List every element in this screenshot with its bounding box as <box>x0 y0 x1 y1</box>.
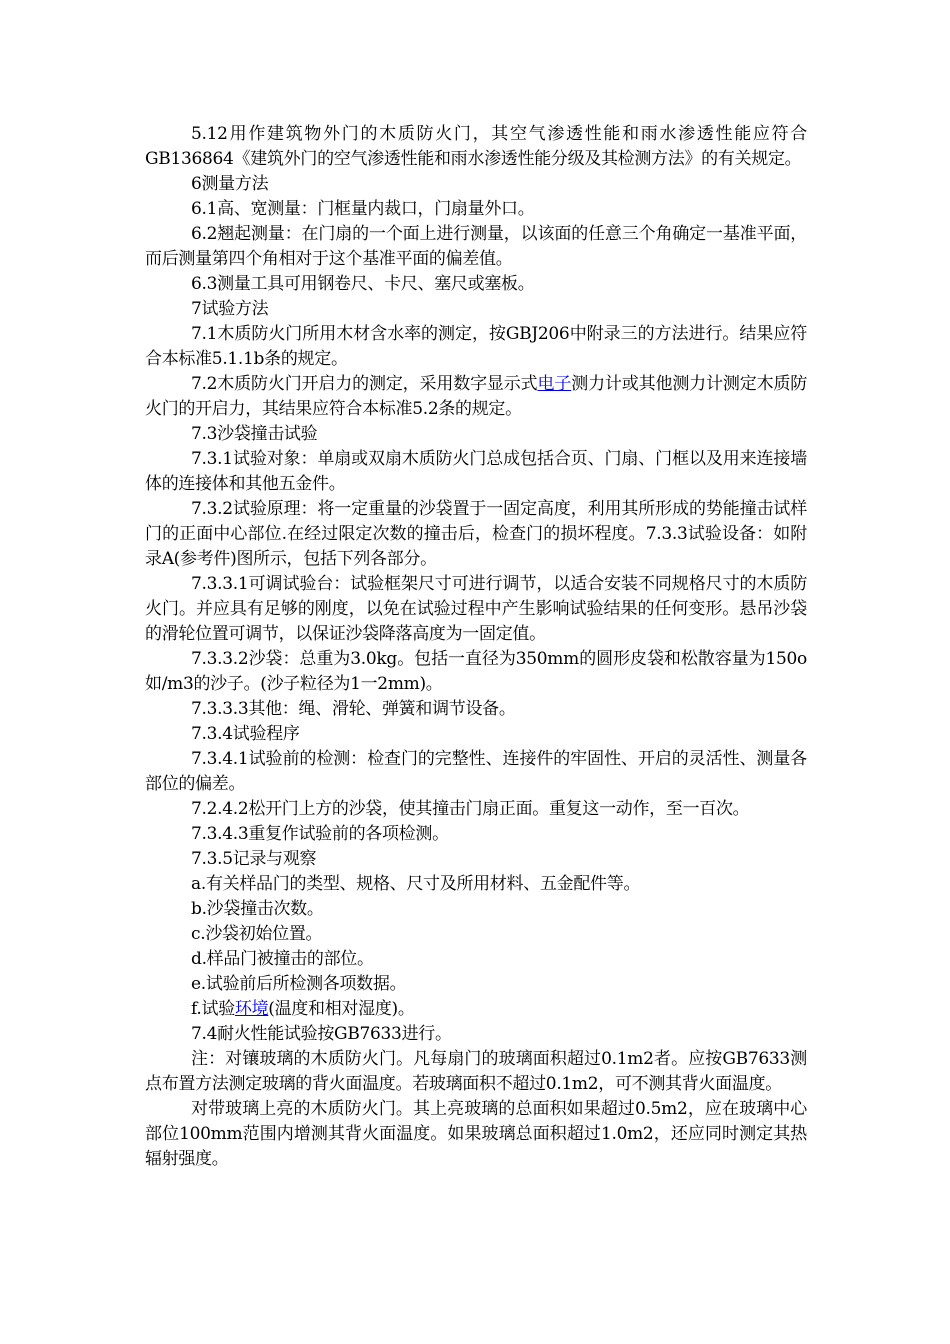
list-item-d: d.样品门被撞击的部位。 <box>191 949 374 969</box>
list-item-a: a.有关样品门的类型、规格、尺寸及所用材料、五金配件等。 <box>191 874 641 894</box>
paragraph-7-1: 7.1木质防火门所用木材含水率的测定，按GBJ206中附录三的方法进行。结果应符合本标准5.1.1b条的规定。 <box>145 324 807 369</box>
paragraph-7-3-3-1: 7.3.3.1可调试验台：试验框架尺寸可进行调节，以适合安装不同规格尺寸的木质防火门。并应具有足够的刚度，以免在试验过程中产生影响试验结果的任何变形。悬吊沙袋的滑轮位置可调节，以保证沙袋降落高度为一固定值。 <box>145 574 807 644</box>
glazing-paragraph: 对带玻璃上亮的木质防火门。其上亮玻璃的总面积如果超过0.5m2，应在玻璃中心部位100mm范围内增测其背火面温度。如果玻璃总面积超过1.0m2，还应同时测定其热辐射强度。 <box>145 1099 807 1169</box>
list-item-e: e.试验前后所检测各项数据。 <box>191 974 407 994</box>
section-heading-6: 6测量方法 <box>191 174 269 194</box>
list-item-c: c.沙袋初始位置。 <box>191 924 323 944</box>
paragraph-7-2 <box>145 372 807 422</box>
paragraph-7-3-4-1: 7.3.4.1试验前的检测：检查门的完整性、连接件的牢固性、开启的灵活性、测量各部位的偏差。 <box>145 749 807 794</box>
paragraph-7-3-3-3: 7.3.3.3其他：绳、滑轮、弹簧和调节设备。 <box>191 699 516 719</box>
paragraph-6-1: 6.1高、宽测量：门框量内裁口，门扇量外口。 <box>191 199 535 219</box>
section-heading-7-3-4: 7.3.4试验程序 <box>191 724 300 744</box>
paragraph-7-3-2: 7.3.2试验原理：将一定重量的沙袋置于一固定高度，利用其所形成的势能撞击试样门的正面中心部位.在经过限定次数的撞击后，检查门的损坏程度。7.3.3试验设备：如附录A(参考件)图所示，包括下列各部分。 <box>145 499 807 569</box>
paragraph-7-3-3-2: 7.3.3.2沙袋：总重为3.0kg。包括一直径为350mm的圆形皮袋和松散容量为150o如/m3的沙子。(沙子粒径为1一2mm)。 <box>145 649 807 694</box>
section-heading-7-3-5: 7.3.5记录与观察 <box>191 849 317 869</box>
environment-link[interactable]: 环境 <box>234 999 269 1019</box>
paragraph-7-2-text-after: 测力计或其他测力计测定木质防火门的开启力，其结果应符合本标准5.2条的规定。 <box>145 374 808 419</box>
paragraph-5-12: 5.12用作建筑物外门的木质防火门，其空气渗透性能和雨水渗透性能应符合GB136864《建筑外门的空气渗透性能和雨水渗透性能分级及其检测方法》的有关规定。 <box>145 124 807 169</box>
document-body <box>145 122 807 1172</box>
paragraph-6-2: 6.2翘起测量：在门扇的一个面上进行测量，以该面的任意三个角确定一基准平面，而后测量第四个角相对于这个基准平面的偏差值。 <box>145 224 807 269</box>
list-item-b: b.沙袋撞击次数。 <box>191 899 324 919</box>
electronics-link[interactable]: 电子 <box>537 374 572 394</box>
paragraph-7-4: 7.4耐火性能试验按GB7633进行。 <box>191 1024 452 1044</box>
section-heading-7-3: 7.3沙袋撞击试验 <box>191 424 318 444</box>
paragraph-6-3: 6.3测量工具可用钢卷尺、卡尺、塞尺或塞板。 <box>191 274 535 294</box>
list-item-f-text-before: f.试验 <box>191 999 235 1019</box>
note-paragraph: 注：对镶玻璃的木质防火门。凡每扇门的玻璃面积超过0.1m2者。应按GB7633测点布置方法测定玻璃的背火面温度。若玻璃面积不超过0.1m2，可不测其背火面温度。 <box>145 1049 807 1094</box>
paragraph-7-3-1: 7.3.1试验对象：单扇或双扇木质防火门总成包括合页、门扇、门框以及用来连接墙体的连接体和其他五金件。 <box>145 449 807 494</box>
section-heading-7: 7试验方法 <box>191 299 269 319</box>
paragraph-7-2-4-2: 7.2.4.2松开门上方的沙袋，使其撞击门扇正面。重复这一动作，至一百次。 <box>191 799 750 819</box>
list-item-f-text-after: (温度和相对湿度)。 <box>268 999 415 1019</box>
list-item-f <box>145 997 807 1022</box>
paragraph-7-3-4-3: 7.3.4.3重复作试验前的各项检测。 <box>191 824 449 844</box>
paragraph-7-2-text-before: 7.2木质防火门开启力的测定，采用数字显示式 <box>191 374 538 394</box>
